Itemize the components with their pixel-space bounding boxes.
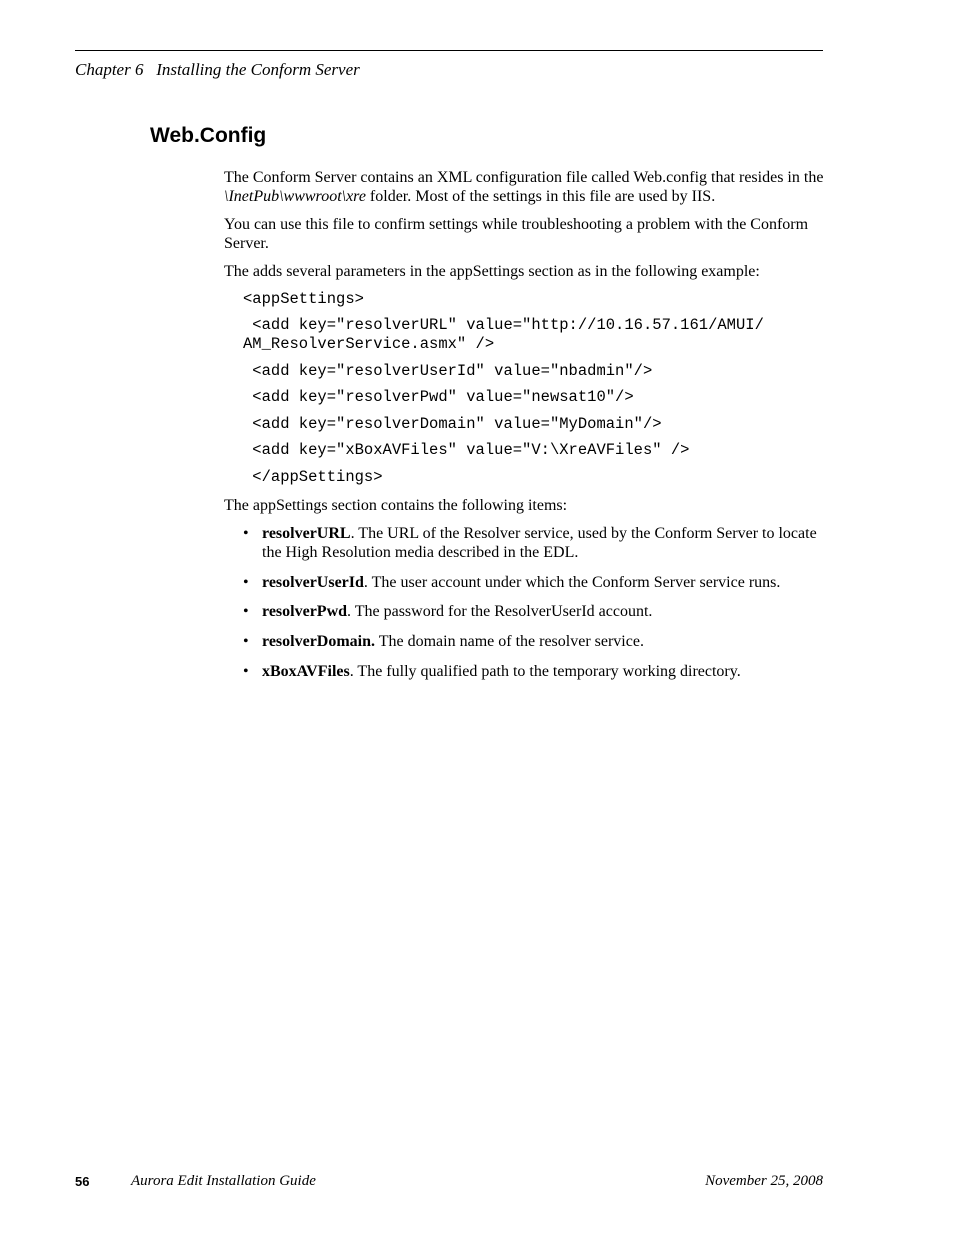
item-term: resolverDomain. (262, 633, 376, 650)
item-term: xBoxAVFiles (262, 663, 350, 680)
example-intro-paragraph: The adds several parameters in the appSettings section as in the following example: (224, 263, 760, 280)
code-line: <appSettings> (243, 290, 364, 308)
list-item (243, 602, 823, 621)
code-line: <add key="resolverPwd" value="newsat10"/> (243, 388, 634, 406)
code-line: <add key="resolverDomain" value="MyDomain"/> (243, 415, 662, 433)
list-item (243, 632, 823, 651)
item-description: . The URL of the Resolver service, used by the Conform Server to locate the High Resolution media described in the EDL. (262, 525, 817, 561)
header-rule (75, 50, 823, 51)
item-description: . The user account under which the Conform Server service runs. (363, 574, 781, 591)
code-line: </appSettings> (243, 468, 383, 486)
bullet-marker: • (243, 663, 249, 680)
item-term: resolverUserId (262, 574, 364, 591)
item-description: The domain name of the resolver service. (375, 633, 644, 650)
publication-date: November 25, 2008 (705, 1173, 823, 1189)
item-description: . The password for the ResolverUserId account. (347, 603, 653, 620)
code-line: <add key="resolverURL" value="http://10.16.57.161/AMUI/ (243, 316, 764, 334)
code-line: AM_ResolverService.asmx" /> (243, 335, 495, 353)
list-item (243, 573, 823, 592)
guide-title: Aurora Edit Installation Guide (131, 1173, 316, 1189)
bullet-marker: • (243, 603, 249, 620)
intro-text-end: folder. Most of the settings in this file are used by IIS. (365, 188, 716, 205)
item-term: resolverURL (262, 525, 351, 542)
list-item (243, 662, 823, 681)
bullet-marker: • (243, 633, 249, 650)
section-title: Web.Config (150, 124, 267, 147)
bullet-marker: • (243, 574, 249, 591)
item-description: . The fully qualified path to the temporary working directory. (349, 663, 741, 680)
list-item (243, 524, 823, 562)
intro-text-start: The Conform Server contains an XML configuration file called Web.config that resides in the (224, 169, 824, 186)
chapter-header: Chapter 6 Installing the Conform Server (75, 60, 360, 79)
folder-path: \InetPub\wwwroot\xre (224, 188, 366, 205)
intro-paragraph (224, 168, 824, 206)
bullet-marker: • (243, 525, 249, 542)
page-number: 56 (75, 1174, 90, 1189)
troubleshoot-paragraph: You can use this file to confirm settings while troubleshooting a problem with the Conform Server. (224, 216, 809, 252)
code-line: <add key="resolverUserId" value="nbadmin"/> (243, 362, 653, 380)
item-term: resolverPwd (262, 603, 348, 620)
code-line: <add key="xBoxAVFiles" value="V:\XreAVFiles" /> (243, 441, 690, 459)
items-intro-paragraph: The appSettings section contains the following items: (224, 497, 568, 514)
